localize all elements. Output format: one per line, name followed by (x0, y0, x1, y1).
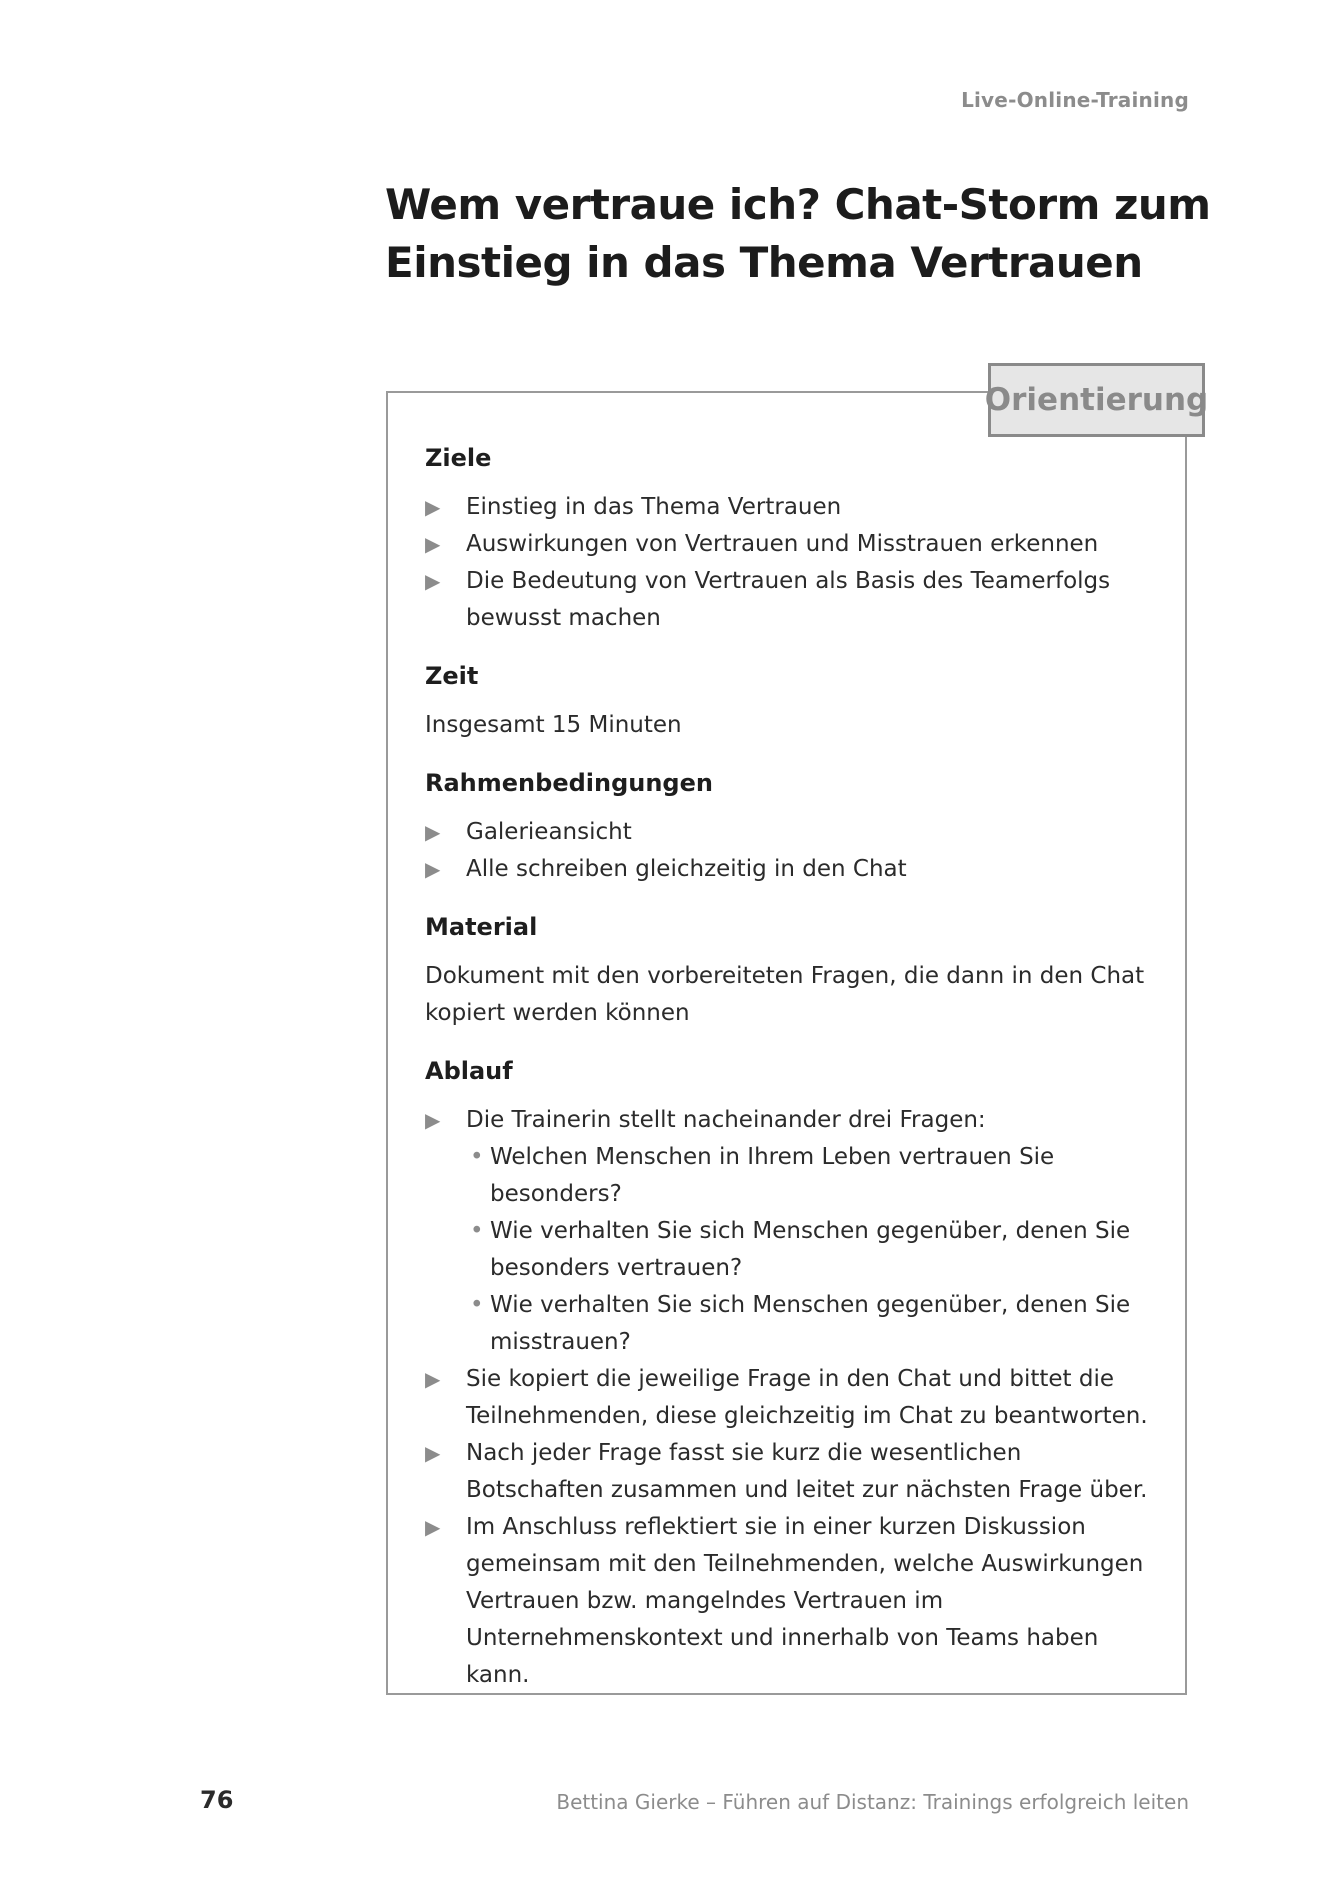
triangle-bullet-icon: ▶ (425, 532, 441, 556)
footer-citation: Bettina Gierke – Führen auf Distanz: Trainings erfolgreich leiten (556, 1790, 1189, 1814)
section-material (425, 909, 1165, 1032)
list-item-text: Einstieg in das Thema Vertrauen (466, 494, 842, 520)
triangle-bullet-icon: ▶ (425, 1515, 441, 1539)
list-item-text: Sie kopiert die jeweilige Frage in den Chat und bittet die Teilnehmenden, diese gleichzeitig im Chat zu beantworten. (466, 1366, 1148, 1429)
list-item (425, 563, 1165, 637)
list-item-text: Die Bedeutung von Vertrauen als Basis des Teamerfolgs bewusst machen (466, 568, 1111, 631)
list-item-text: Die Trainerin stellt nacheinander drei Fragen: (466, 1107, 986, 1133)
material-text: Dokument mit den vorbereiteten Fragen, die dann in den Chat kopiert werden können (425, 963, 1145, 1026)
list-item (425, 1361, 1165, 1435)
triangle-bullet-icon: ▶ (425, 495, 441, 519)
section-heading-ziele: Ziele (425, 444, 492, 472)
question-text: Welchen Menschen in Ihrem Leben vertrauen Sie besonders? (490, 1144, 1055, 1207)
section-zeit (425, 658, 1165, 744)
question-text: Wie verhalten Sie sich Menschen gegenüber, denen Sie besonders vertrauen? (490, 1218, 1131, 1281)
section-heading-rahmenbedingungen: Rahmenbedingungen (425, 769, 713, 797)
list-item (425, 1102, 1165, 1361)
triangle-bullet-icon: ▶ (425, 1367, 441, 1391)
rahmen-list (425, 814, 1165, 888)
dot-bullet-icon: • (470, 1292, 484, 1318)
triangle-bullet-icon: ▶ (425, 820, 441, 844)
section-ablauf (425, 1053, 1165, 1694)
list-item (425, 1435, 1165, 1509)
question-list (466, 1139, 1165, 1361)
section-rahmenbedingungen (425, 765, 1165, 888)
triangle-bullet-icon: ▶ (425, 1108, 441, 1132)
list-item-text: Im Anschluss reflektiert sie in einer kurzen Diskussion gemeinsam mit den Teilnehmenden, welche Auswirkungen Vertrauen bzw. mangelndes Vertrauen im Unternehmenskontext und innerhalb von Teams haben kann. (466, 1514, 1144, 1688)
ziele-list (425, 489, 1165, 637)
question-item (466, 1139, 1165, 1213)
question-text: Wie verhalten Sie sich Menschen gegenüber, denen Sie misstrauen? (490, 1292, 1131, 1355)
section-heading-zeit: Zeit (425, 662, 479, 690)
running-head: Live-Online-Training (961, 88, 1189, 112)
triangle-bullet-icon: ▶ (425, 857, 441, 881)
section-ziele (425, 440, 1165, 637)
list-item-text: Auswirkungen von Vertrauen und Misstrauen erkennen (466, 531, 1099, 557)
orientation-tab-label: Orientierung (988, 363, 1205, 437)
page-number: 76 (200, 1786, 234, 1814)
triangle-bullet-icon: ▶ (425, 569, 441, 593)
question-item (466, 1287, 1165, 1361)
list-item (425, 1509, 1165, 1694)
triangle-bullet-icon: ▶ (425, 1441, 441, 1465)
list-item (425, 814, 1165, 851)
question-item (466, 1213, 1165, 1287)
list-item (425, 526, 1165, 563)
list-item-text: Nach jeder Frage fasst sie kurz die wesentlichen Botschaften zusammen und leitet zur nächsten Frage über. (466, 1440, 1148, 1503)
zeit-text: Insgesamt 15 Minuten (425, 712, 682, 738)
section-heading-ablauf: Ablauf (425, 1057, 513, 1085)
ablauf-list (425, 1102, 1165, 1694)
list-item (425, 851, 1165, 888)
dot-bullet-icon: • (470, 1218, 484, 1244)
list-item-text: Galerieansicht (466, 819, 632, 845)
list-item (425, 489, 1165, 526)
dot-bullet-icon: • (470, 1144, 484, 1170)
list-item-text: Alle schreiben gleichzeitig in den Chat (466, 856, 907, 882)
page-title: Wem vertraue ich? Chat-Storm zum Einstieg in das Thema Vertrauen (385, 180, 1211, 287)
section-heading-material: Material (425, 913, 538, 941)
info-box-content (425, 440, 1165, 1715)
